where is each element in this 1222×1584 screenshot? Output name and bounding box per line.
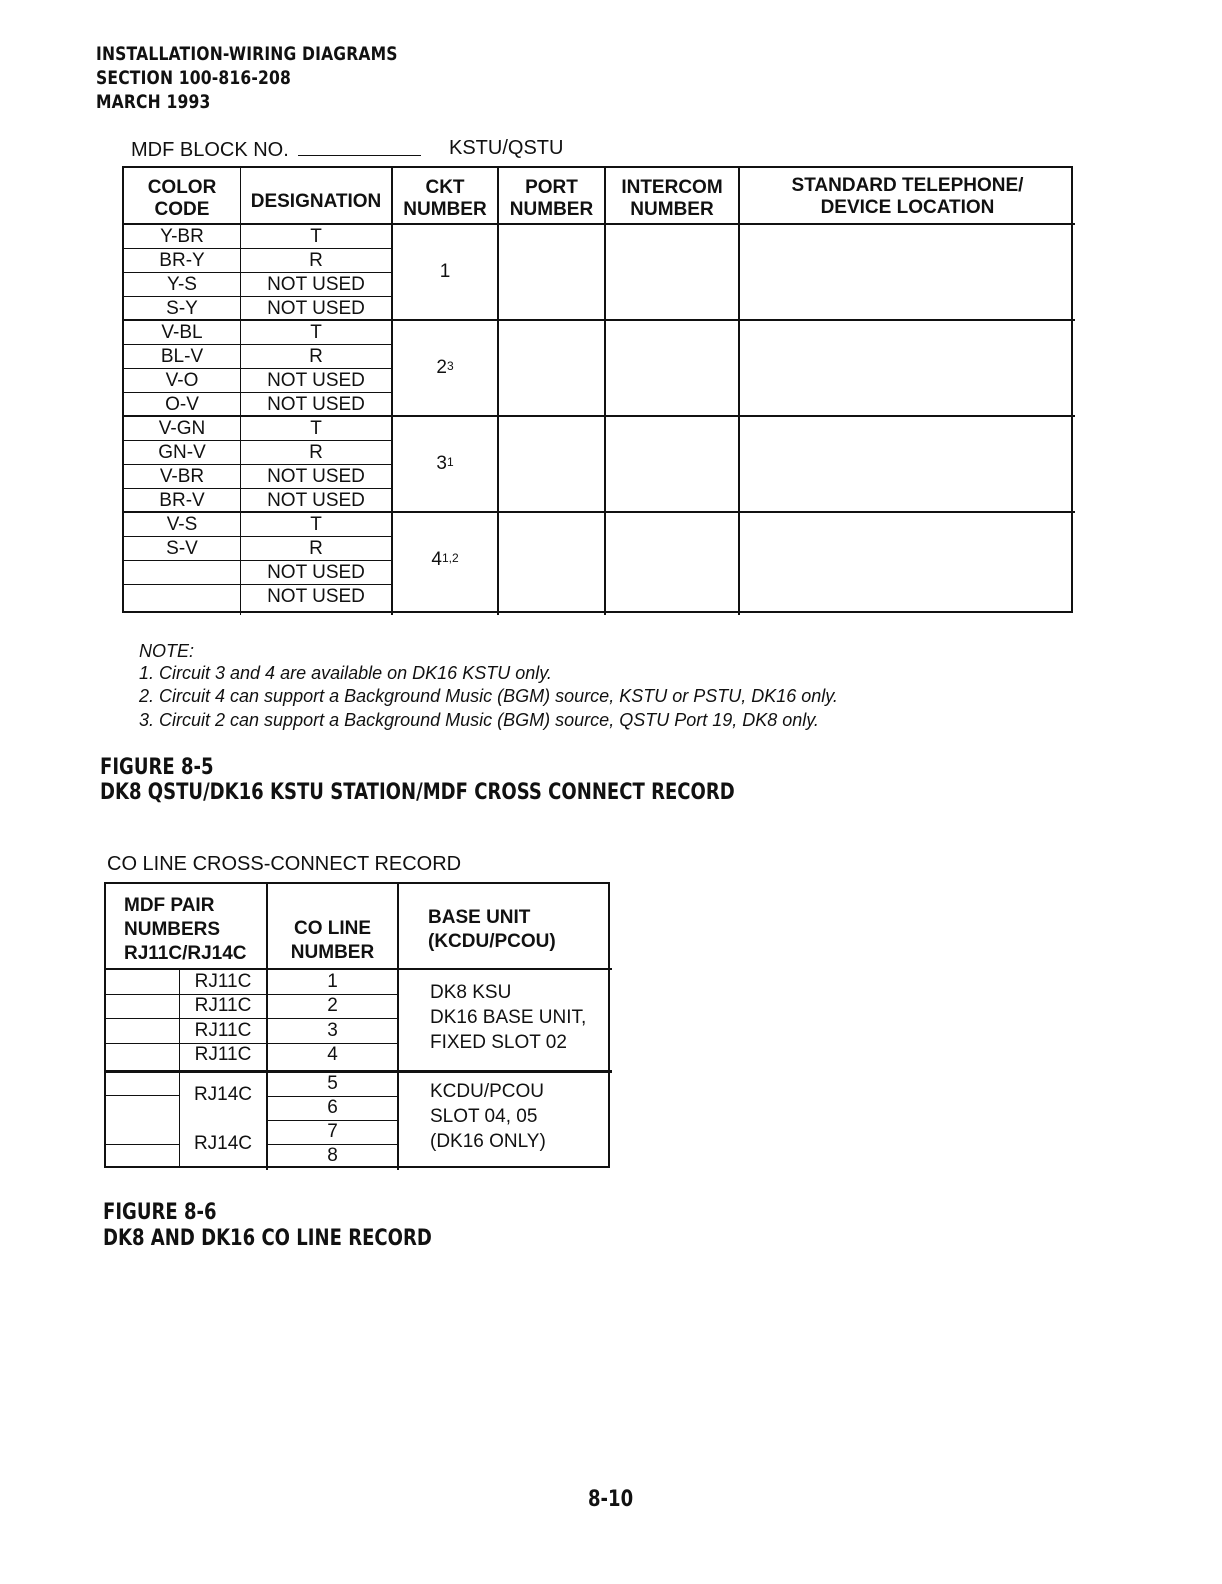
- header-line-1: INSTALLATION-WIRING DIAGRAMS: [96, 43, 398, 65]
- circuit-number-cell: $2^3$: [436, 357, 454, 378]
- designation-cell: R: [309, 442, 323, 463]
- color-code-cell: BR-Y: [159, 250, 205, 271]
- color-code-cell: V-S: [166, 514, 198, 535]
- designation-cell: NOT USED: [267, 274, 365, 295]
- header-mdf-pair-numbers: MDF PAIR NUMBERS RJ11C/RJ14C: [124, 895, 247, 964]
- designation-cell: T: [310, 322, 322, 343]
- page-number: 8-10: [588, 1487, 634, 1512]
- mdf-block-blank: [298, 155, 421, 156]
- document-header: [96, 42, 398, 114]
- designation-cell: T: [310, 418, 322, 439]
- mdf-block-unit: KSTU/QSTU: [449, 137, 564, 159]
- rj-jack-cell: RJ11C: [194, 995, 252, 1016]
- figure-8-5-number: FIGURE 8-5: [100, 755, 214, 780]
- co-line-number-cell: 2: [327, 995, 338, 1016]
- co-line-record-table: [104, 882, 610, 1168]
- figure-8-6-title: DK8 AND DK16 CO LINE RECORD: [103, 1226, 432, 1251]
- designation-cell: NOT USED: [267, 466, 365, 487]
- designation-cell: NOT USED: [267, 370, 365, 391]
- figure-8-5-title: DK8 QSTU/DK16 KSTU STATION/MDF CROSS CONNECT RECORD: [100, 780, 735, 805]
- co-line-number-cell: 4: [327, 1044, 338, 1065]
- circuit-number-cell: 1: [439, 261, 451, 282]
- co-line-number-cell: 7: [327, 1121, 338, 1142]
- circuit-number-cell: 4$^{1,2}$: [431, 549, 459, 570]
- figure-8-6-number: FIGURE 8-6: [103, 1200, 217, 1225]
- header-port-number: PORT NUMBER: [509, 177, 594, 220]
- circuit-number-cell: $3^1$: [436, 453, 454, 474]
- color-code-cell: V-BL: [161, 322, 203, 343]
- designation-cell: NOT USED: [267, 490, 365, 511]
- color-code-cell: S-Y: [166, 298, 198, 319]
- designation-cell: NOT USED: [267, 586, 365, 607]
- note-1: 1. Circuit 3 and 4 are available on DK16 KSTU only.: [139, 663, 552, 683]
- rj-jack-cell: RJ14C: [193, 1133, 253, 1154]
- note-3: 3. Circuit 2 can support a Background Music (BGM) source, QSTU Port 19, DK8 only.: [139, 710, 819, 730]
- designation-cell: R: [309, 538, 323, 559]
- co-line-number-cell: 3: [327, 1020, 338, 1041]
- designation-cell: T: [310, 226, 322, 247]
- color-code-cell: S-V: [166, 538, 198, 559]
- note-2: 2. Circuit 4 can support a Background Music (BGM) source, KSTU or PSTU, DK16 only.: [139, 686, 838, 706]
- color-code-cell: O-V: [165, 394, 199, 415]
- designation-cell: NOT USED: [267, 562, 365, 583]
- designation-cell: R: [309, 250, 323, 271]
- header-designation: DESIGNATION: [250, 191, 382, 212]
- co-line-number-cell: 8: [327, 1145, 338, 1166]
- rj-jack-cell: RJ11C: [194, 971, 252, 992]
- header-color-code: COLOR CODE: [147, 177, 217, 220]
- color-code-cell: V-BR: [159, 466, 205, 487]
- designation-cell: R: [309, 346, 323, 367]
- color-code-cell: Y-S: [167, 274, 197, 295]
- designation-cell: NOT USED: [267, 298, 365, 319]
- header-line-2: SECTION 100-816-208: [96, 67, 292, 89]
- base-unit-group-2: KCDU/PCOU SLOT 04, 05 (DK16 ONLY): [430, 1081, 546, 1152]
- color-code-cell: BR-V: [159, 490, 205, 511]
- header-device-location: STANDARD TELEPHONE/ DEVICE LOCATION: [791, 175, 1024, 218]
- color-code-cell: V-GN: [158, 418, 206, 439]
- header-base-unit: BASE UNIT (KCDU/PCOU): [428, 907, 556, 952]
- co-line-number-cell: 6: [327, 1097, 338, 1118]
- color-code-cell: Y-BR: [160, 226, 204, 247]
- co-line-number-cell: 1: [327, 971, 338, 992]
- co-line-record-title: CO LINE CROSS-CONNECT RECORD: [107, 853, 462, 875]
- rj-jack-cell: RJ11C: [194, 1020, 252, 1041]
- mdf-block-label: MDF BLOCK NO.: [131, 139, 289, 161]
- header-co-line-number: CO LINE NUMBER: [290, 918, 375, 963]
- rj-jack-cell: RJ14C: [193, 1084, 253, 1105]
- header-line-3: MARCH 1993: [96, 91, 211, 113]
- co-line-number-cell: 5: [327, 1073, 338, 1094]
- color-code-cell: V-O: [165, 370, 199, 391]
- color-code-cell: GN-V: [158, 442, 206, 463]
- rj-jack-cell: RJ11C: [194, 1044, 252, 1065]
- color-code-cell: BL-V: [160, 346, 204, 367]
- designation-cell: T: [310, 514, 322, 535]
- station-cross-connect-table: [122, 166, 1073, 613]
- header-intercom-number: INTERCOM NUMBER: [621, 177, 723, 220]
- base-unit-group-1: DK8 KSU DK16 BASE UNIT, FIXED SLOT 02: [430, 982, 587, 1053]
- header-ckt-number: CKT NUMBER: [403, 177, 487, 220]
- notes-title: NOTE:: [139, 641, 195, 661]
- designation-cell: NOT USED: [267, 394, 365, 415]
